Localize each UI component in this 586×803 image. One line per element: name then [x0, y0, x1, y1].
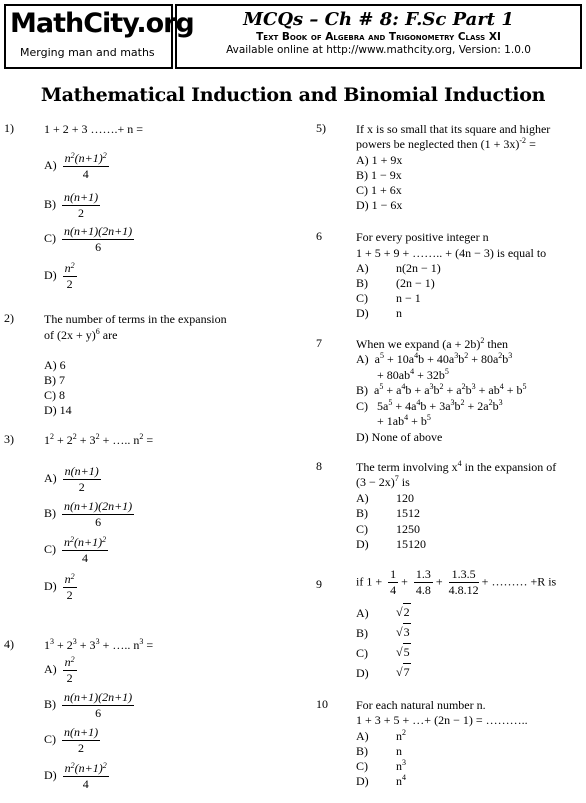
option-a-text: n(2n − 1)	[396, 261, 441, 275]
option-c-text: n − 1	[396, 291, 421, 305]
option-b: B) 1 − 9x	[356, 168, 402, 182]
option-label: A)	[44, 471, 57, 486]
fraction: $\frac{n(n+1)(2n+1)}{6}$	[64, 224, 133, 254]
availability-note: Available online at http://www.mathcity.org, Version: 1.0.0	[226, 44, 531, 56]
fraction: $\frac{n^2}{2}$	[64, 655, 75, 685]
option-b-label: B)	[356, 744, 368, 758]
question-number: 4)	[4, 637, 14, 651]
option-label: C)	[44, 231, 56, 246]
question-stem-line-2: of $(2x + y)^6$ are	[44, 327, 118, 342]
question-number: 8	[316, 459, 322, 473]
option-c-label: C)	[356, 759, 368, 773]
option-c-text: √5	[396, 645, 410, 659]
question-stem-line-2: 1 + 5 + 9 + …….. + (4n − 3) is equal to	[356, 246, 547, 260]
option-b	[44, 190, 100, 221]
question-number: 7	[316, 336, 322, 350]
fraction: $\frac{n(n+1)}{2}$	[64, 190, 99, 220]
document-title: MCQs – Ch # 8: F.Sc Part 1	[243, 9, 514, 30]
option-label: C)	[44, 732, 56, 747]
option-a: A) $a^5 + 10a^4b + 40a^3b^2 + 80a^2b^3$	[356, 351, 513, 366]
question-stem: if 1 + $\frac{1}{4}$ + $\frac{1.3}{4.8}$ + $\frac{1.3.5}{4.8.12}$ + ……… +R is	[356, 567, 557, 597]
title-box	[175, 4, 582, 69]
question-stem: $1^2 + 2^2 + 3^2$ + ….. $n^2$ =	[44, 432, 154, 447]
option-d: D) 1 − 6x	[356, 198, 403, 212]
option-c-label: C)	[356, 646, 368, 660]
question-number: 9	[316, 577, 322, 591]
option-c-continued: + $1ab^4 + b^5$	[377, 413, 431, 428]
option-d-text: 15120	[396, 537, 426, 551]
question-stem-line-1: For every positive integer n	[356, 230, 489, 244]
option-c: C) $5a^5 + 4a^4b + 3a^3b^2 + 2a^2b^3$	[356, 398, 503, 413]
site-logo: MathCity.org	[10, 8, 194, 39]
fraction: $\frac{n(n+1)}{2}$	[64, 464, 99, 494]
option-d	[44, 572, 77, 603]
question-stem-line-2: 1 + 3 + 5 + …+ (2n − 1) = ………..	[356, 713, 528, 727]
option-b	[44, 499, 134, 530]
option-a: A) 1 + 9x	[356, 153, 403, 167]
option-b-text: 1512	[396, 506, 420, 520]
option-b-text: √3	[396, 625, 410, 639]
option-label: B)	[44, 506, 56, 521]
option-c: C) 1 + 6x	[356, 183, 402, 197]
option-label: D)	[44, 768, 57, 783]
option-b-label: B)	[356, 276, 368, 290]
question-stem: $1^3 + 2^3 + 3^3$ + ….. $n^3$ =	[44, 637, 154, 652]
option-a-continued: + $80ab^4 + 32b^5$	[377, 367, 449, 382]
option-a	[44, 151, 109, 182]
option-d-text: √7	[396, 665, 410, 679]
option-b-text: (2n − 1)	[396, 276, 435, 290]
option-c	[44, 224, 134, 255]
option-b	[44, 690, 134, 721]
option-a: A) 6	[44, 358, 66, 372]
option-a-label: A)	[356, 729, 369, 743]
question-number: 1)	[4, 121, 14, 135]
question-stem-line-1: If x is so small that its square and higher	[356, 122, 551, 136]
option-b: B) 7	[44, 373, 65, 387]
option-a	[44, 464, 101, 495]
tagline: Merging man and maths	[20, 46, 155, 59]
option-a-text: $n^2$	[396, 728, 406, 743]
option-c-text: 1250	[396, 522, 420, 536]
option-label: A)	[44, 662, 57, 677]
question-stem-line-2: powers be neglected then $(1 + 3x)^{-2}$ =	[356, 136, 536, 151]
option-b-text: n	[396, 744, 402, 758]
question-number: 5)	[316, 121, 326, 135]
question-stem: When we expand $(a + 2b)^2$ then	[356, 336, 509, 351]
option-c-label: C)	[356, 291, 368, 305]
question-number: 2)	[4, 311, 14, 325]
question-number: 3)	[4, 432, 14, 446]
question-stem-line-1: For each natural number n.	[356, 698, 486, 712]
option-d-label: D)	[356, 774, 369, 788]
option-a-label: A)	[356, 491, 369, 505]
option-label: B)	[44, 197, 56, 212]
question-stem-line-1: The term involving $x^4$ in the expansion of	[356, 459, 557, 474]
option-a-label: A)	[356, 606, 369, 620]
logo-box	[4, 4, 194, 69]
fraction: $\frac{n(n+1)(2n+1)}{6}$	[64, 499, 133, 529]
option-d-text: $n^4$	[396, 773, 406, 788]
fraction: $\frac{n^2(n+1)^2}{4}$	[64, 761, 107, 791]
option-d	[44, 761, 109, 792]
fraction: $\frac{n^2}{2}$	[64, 572, 75, 602]
option-label: C)	[44, 542, 56, 557]
option-a-text: 120	[396, 491, 414, 505]
option-label: B)	[44, 697, 56, 712]
option-c-text: $n^3$	[396, 758, 406, 773]
document-subtitle: Text Book of Algebra and Trigonometry Class XI	[256, 31, 501, 43]
option-c-label: C)	[356, 522, 368, 536]
page-header	[4, 4, 582, 67]
option-a-label: A)	[356, 261, 369, 275]
question-number: 10	[316, 697, 328, 711]
option-c	[44, 535, 108, 566]
option-d: D) 14	[44, 403, 72, 417]
option-label: A)	[44, 158, 57, 173]
question-stem-line-2: $(3 - 2x)^7$ is	[356, 474, 410, 489]
question-stem: 1 + 2 + 3 …….+ n =	[44, 122, 144, 136]
question-number: 6	[316, 229, 322, 243]
option-c: C) 8	[44, 388, 65, 402]
option-d-label: D)	[356, 666, 369, 680]
option-b-label: B)	[356, 506, 368, 520]
option-b-label: B)	[356, 626, 368, 640]
option-d-label: D)	[356, 306, 369, 320]
option-a	[44, 655, 77, 686]
fraction: $\frac{n^2(n+1)^2}{4}$	[64, 535, 107, 565]
fraction: $\frac{n(n+1)(2n+1)}{6}$	[64, 690, 133, 720]
option-d-text: n	[396, 306, 402, 320]
chapter-title: Mathematical Induction and Binomial Induction	[40, 84, 546, 106]
option-d: D) None of above	[356, 430, 443, 444]
fraction: $\frac{n^2(n+1)^2}{4}$	[64, 151, 107, 181]
option-c	[44, 725, 100, 756]
option-label: D)	[44, 579, 57, 594]
question-stem-line-1: The number of terms in the expansion	[44, 312, 227, 326]
option-a-text: √2	[396, 605, 410, 619]
fraction: $\frac{n^2}{2}$	[64, 261, 75, 291]
fraction: $\frac{n(n+1)}{2}$	[64, 725, 99, 755]
option-label: D)	[44, 268, 57, 283]
option-d-label: D)	[356, 537, 369, 551]
option-d	[44, 261, 77, 292]
option-b: B) $a^5 + a^4b + a^3b^2 + a^2b^3 + ab^4 + b^5$	[356, 382, 527, 397]
